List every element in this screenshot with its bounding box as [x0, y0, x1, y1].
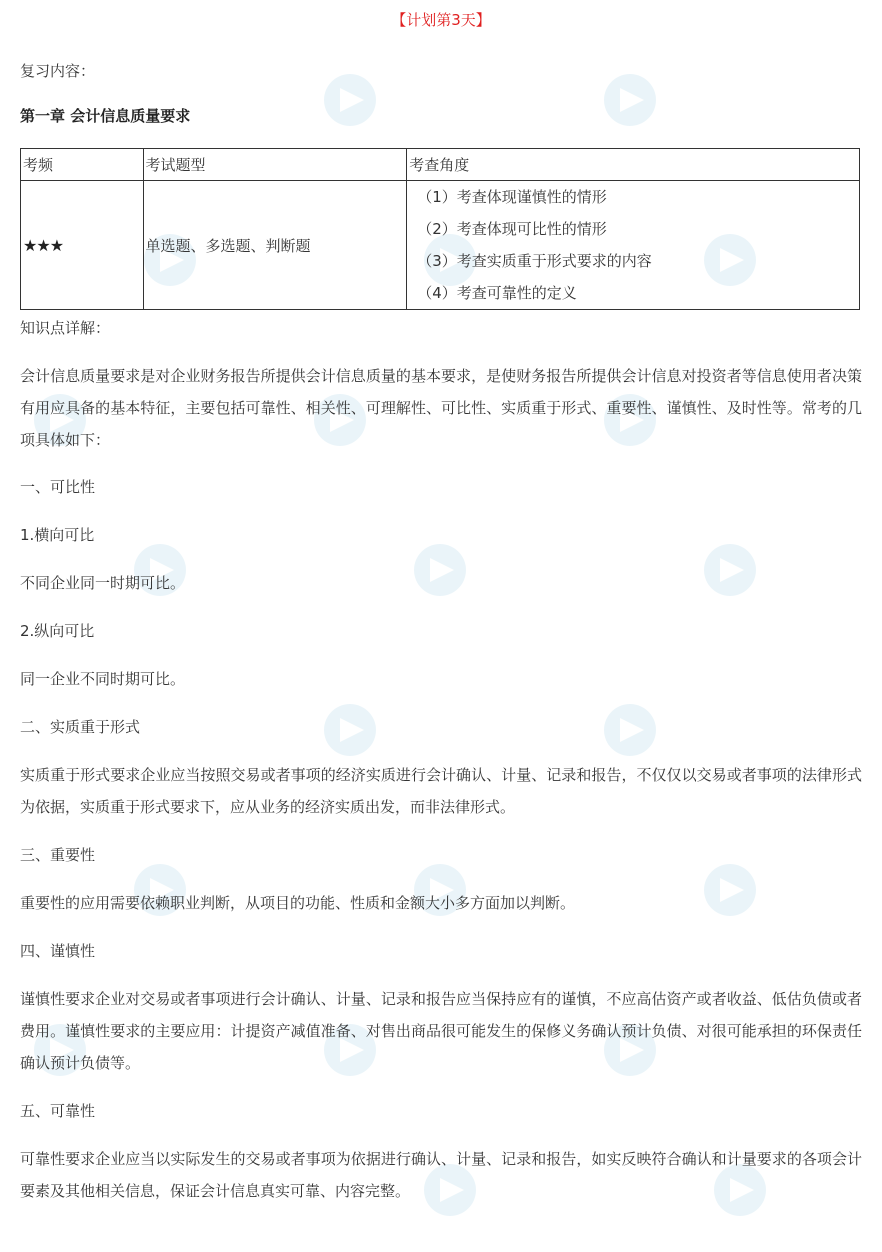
paragraph: 重要性的应用需要依赖职业判断，从项目的功能、性质和金额大小多方面加以判断。 — [20, 894, 576, 912]
knowledge-label: 知识点详解： — [20, 319, 111, 337]
watermark-logo-icon — [590, 40, 710, 160]
watermark-logo-icon — [310, 40, 430, 160]
header-cell-question-type: 考试题型 — [143, 149, 407, 181]
exam-angle-list — [409, 181, 859, 309]
subsection-heading: 2.纵向可比 — [20, 622, 95, 640]
section-heading: 三、重要性 — [20, 846, 96, 864]
exam-angle-cell — [407, 181, 860, 310]
table-header-row — [21, 149, 860, 181]
question-type-cell: 单选题、多选题、判断题 — [143, 181, 407, 310]
paragraph: 谨慎性要求企业对交易或者事项进行会计确认、计量、记录和报告应当保持应有的谨慎，不应高估资产或者收益、低估负债或者费用。谨慎性要求的主要应用：计提资产减值准备、对售出商品很可能发生的保修义务确认预计负债、对很可能承担的环保责任确认预计负债等。 — [20, 990, 862, 1072]
paragraph: 不同企业同一时期可比。 — [20, 574, 186, 592]
paragraph: 实质重于形式要求企业应当按照交易或者事项的经济实质进行会计确认、计量、记录和报告，不仅仅以交易或者事项的法律形式为依据，实质重于形式要求下，应从业务的经济实质出发，而非法律形式。 — [20, 766, 862, 816]
intro-paragraph: 会计信息质量要求是对企业财务报告所提供会计信息质量的基本要求，是使财务报告所提供会计信息对投资者等信息使用者决策有用应具备的基本特征，主要包括可靠性、相关性、可理解性、可比性、实质重于形式、重要性、谨慎性、及时性等。常考的几项具体如下： — [20, 367, 862, 449]
section-heading: 四、谨慎性 — [20, 942, 96, 960]
star-rating: ★★★ — [23, 235, 64, 255]
paragraph: 同一企业不同时期可比。 — [20, 670, 186, 688]
chapter-title: 第一章 会计信息质量要求 — [20, 107, 191, 125]
exam-frequency-table — [20, 148, 860, 310]
paragraph: 可靠性要求企业应当以实际发生的交易或者事项为依据进行确认、计量、记录和报告，如实反映符合确认和计量要求的各项会计要素及其他相关信息，保证会计信息真实可靠、内容完整。 — [20, 1150, 862, 1200]
review-content-label: 复习内容： — [20, 62, 96, 80]
section-heading: 五、可靠性 — [20, 1102, 96, 1120]
plan-day-title: 【计划第3天】 — [391, 11, 491, 29]
list-item: （1）考查体现谨慎性的情形 — [417, 188, 607, 206]
frequency-cell — [21, 181, 144, 310]
section-heading: 一、可比性 — [20, 478, 96, 496]
list-item: （4）考查可靠性的定义 — [417, 284, 577, 302]
list-item: （3）考查实质重于形式要求的内容 — [417, 252, 652, 270]
table-row — [21, 181, 860, 310]
section-heading: 二、实质重于形式 — [20, 718, 141, 736]
list-item: （2）考查体现可比性的情形 — [417, 220, 607, 238]
subsection-heading: 1.横向可比 — [20, 526, 95, 544]
header-cell-frequency: 考频 — [21, 149, 144, 181]
header-cell-exam-angle: 考查角度 — [407, 149, 860, 181]
